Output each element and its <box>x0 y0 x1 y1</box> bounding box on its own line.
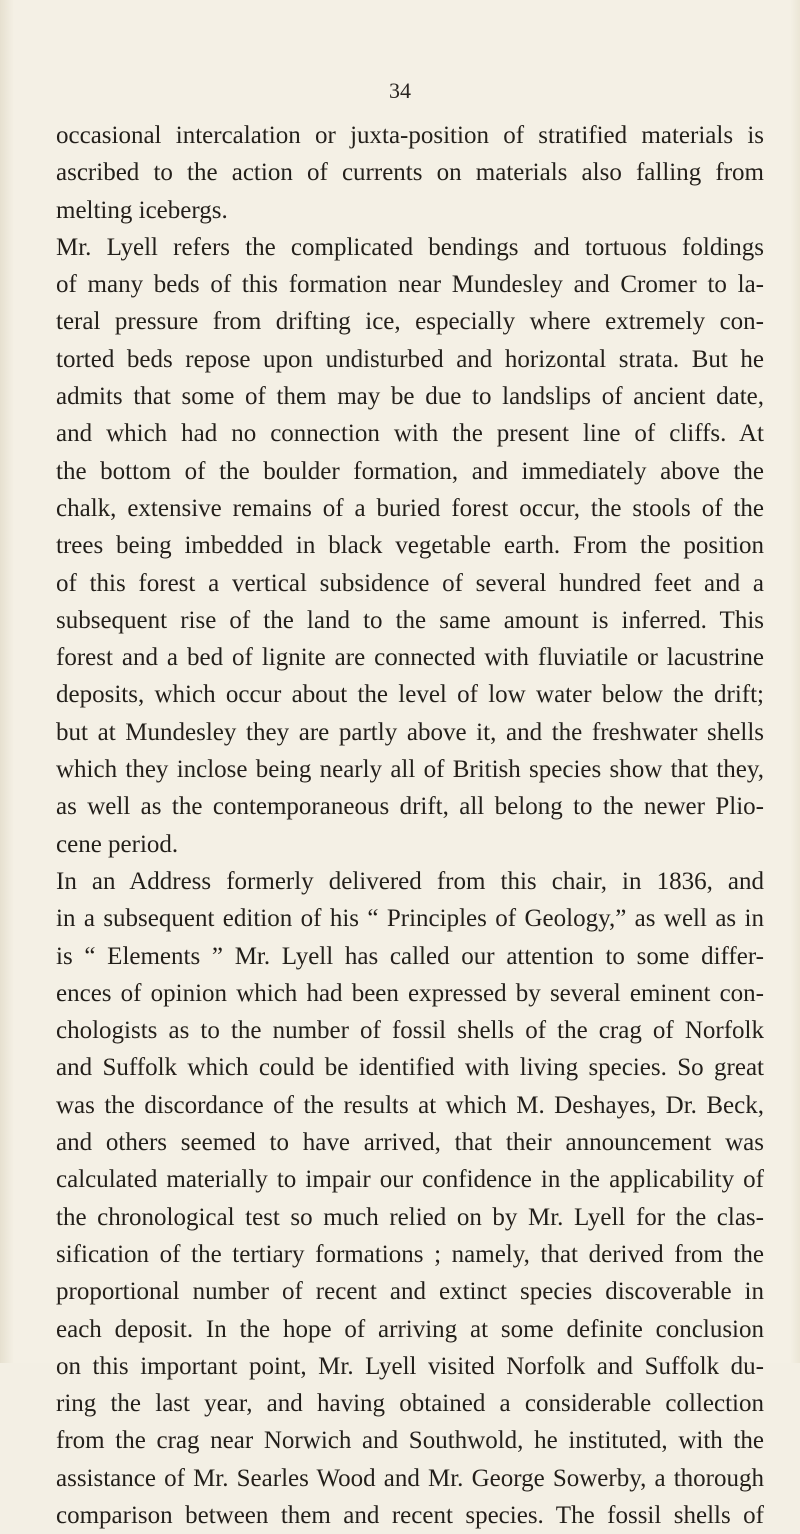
page-number: 34 <box>389 78 411 103</box>
text-line: the chronological test so much relied on by Mr. Lyell for the clas- <box>56 1203 764 1231</box>
text-line: Mr. Lyell refers the complicated bendings and tortuous foldings <box>56 233 764 261</box>
text-line: ascribed to the action of currents on materials also falling from <box>56 159 764 187</box>
text-line: forest and a bed of lignite are connected with fluviatile or lacustrine <box>56 644 764 672</box>
text-line: admits that some of them may be due to landslips of ancient date, <box>56 383 764 411</box>
text-line: occasional intercalation or juxta-position of stratified materials is <box>56 122 764 149</box>
text-line: each deposit. In the hope of arriving at some definite conclusion <box>56 1315 764 1343</box>
text-line: In an Address formerly delivered from this chair, in 1836, and <box>56 867 764 895</box>
text-line: from the crag near Norwich and Southwold, he instituted, with the <box>56 1427 764 1455</box>
text-line: was the discordance of the results at which M. Deshayes, Dr. Beck, <box>56 1091 764 1119</box>
text-line: assistance of Mr. Searles Wood and Mr. George Sowerby, a thorough <box>56 1464 764 1492</box>
text-line: of this forest a vertical subsidence of several hundred feet and a <box>56 569 764 597</box>
text-line: chologists as to the number of fossil shells of the crag of Norfolk <box>56 1017 764 1045</box>
text-line: of many beds of this formation near Mundesley and Cromer to la- <box>56 271 764 299</box>
text-line: deposits, which occur about the level of low water below the drift; <box>56 681 764 709</box>
text-line: which they inclose being nearly all of British species show that they, <box>56 756 764 784</box>
text-line: subsequent rise of the land to the same amount is inferred. This <box>56 606 764 634</box>
text-line: sification of the tertiary formations ; namely, that derived from the <box>56 1240 764 1268</box>
text-line: and which had no connection with the present line of cliffs. At <box>56 420 764 448</box>
text-line: the bottom of the boulder formation, and immediately above the <box>56 457 764 485</box>
text-line: and others seemed to have arrived, that their announcement was <box>56 1129 764 1157</box>
text-line: torted beds repose upon undisturbed and horizontal strata. But he <box>56 345 764 373</box>
body-text <box>56 117 764 1534</box>
page-edge-shadow <box>0 0 14 1363</box>
text-line: is “ Elements ” Mr. Lyell has called our attention to some differ- <box>56 942 764 970</box>
text-line: on this important point, Mr. Lyell visited Norfolk and Suffolk du- <box>56 1352 764 1380</box>
text-line: in a subsequent edition of his “ Principles of Geology,” as well as in <box>56 905 764 933</box>
text-line: and Suffolk which could be identified with living species. So great <box>56 1054 764 1082</box>
text-line: chalk, extensive remains of a buried forest occur, the stools of the <box>56 494 764 522</box>
text-line: ences of opinion which had been expressed by several eminent con- <box>56 979 764 1007</box>
text-line: comparison between them and recent species. The fossil shells of <box>56 1501 764 1529</box>
text-line: ring the last year, and having obtained a considerable collection <box>56 1390 764 1418</box>
text-line: as well as the contemporaneous drift, all belong to the newer Plio- <box>56 793 764 821</box>
text-line: calculated materially to impair our confidence in the applicability of <box>56 1166 764 1194</box>
text-line: cene period. <box>56 830 179 858</box>
text-line: teral pressure from drifting ice, especially where extremely con- <box>56 308 764 336</box>
text-line: melting icebergs. <box>56 196 228 224</box>
page-right-edge <box>790 0 800 1363</box>
text-line: but at Mundesley they are partly above it, and the freshwater shells <box>56 718 764 746</box>
text-line: trees being imbedded in black vegetable earth. From the position <box>56 532 764 560</box>
text-line: proportional number of recent and extinct species discoverable in <box>56 1278 764 1306</box>
